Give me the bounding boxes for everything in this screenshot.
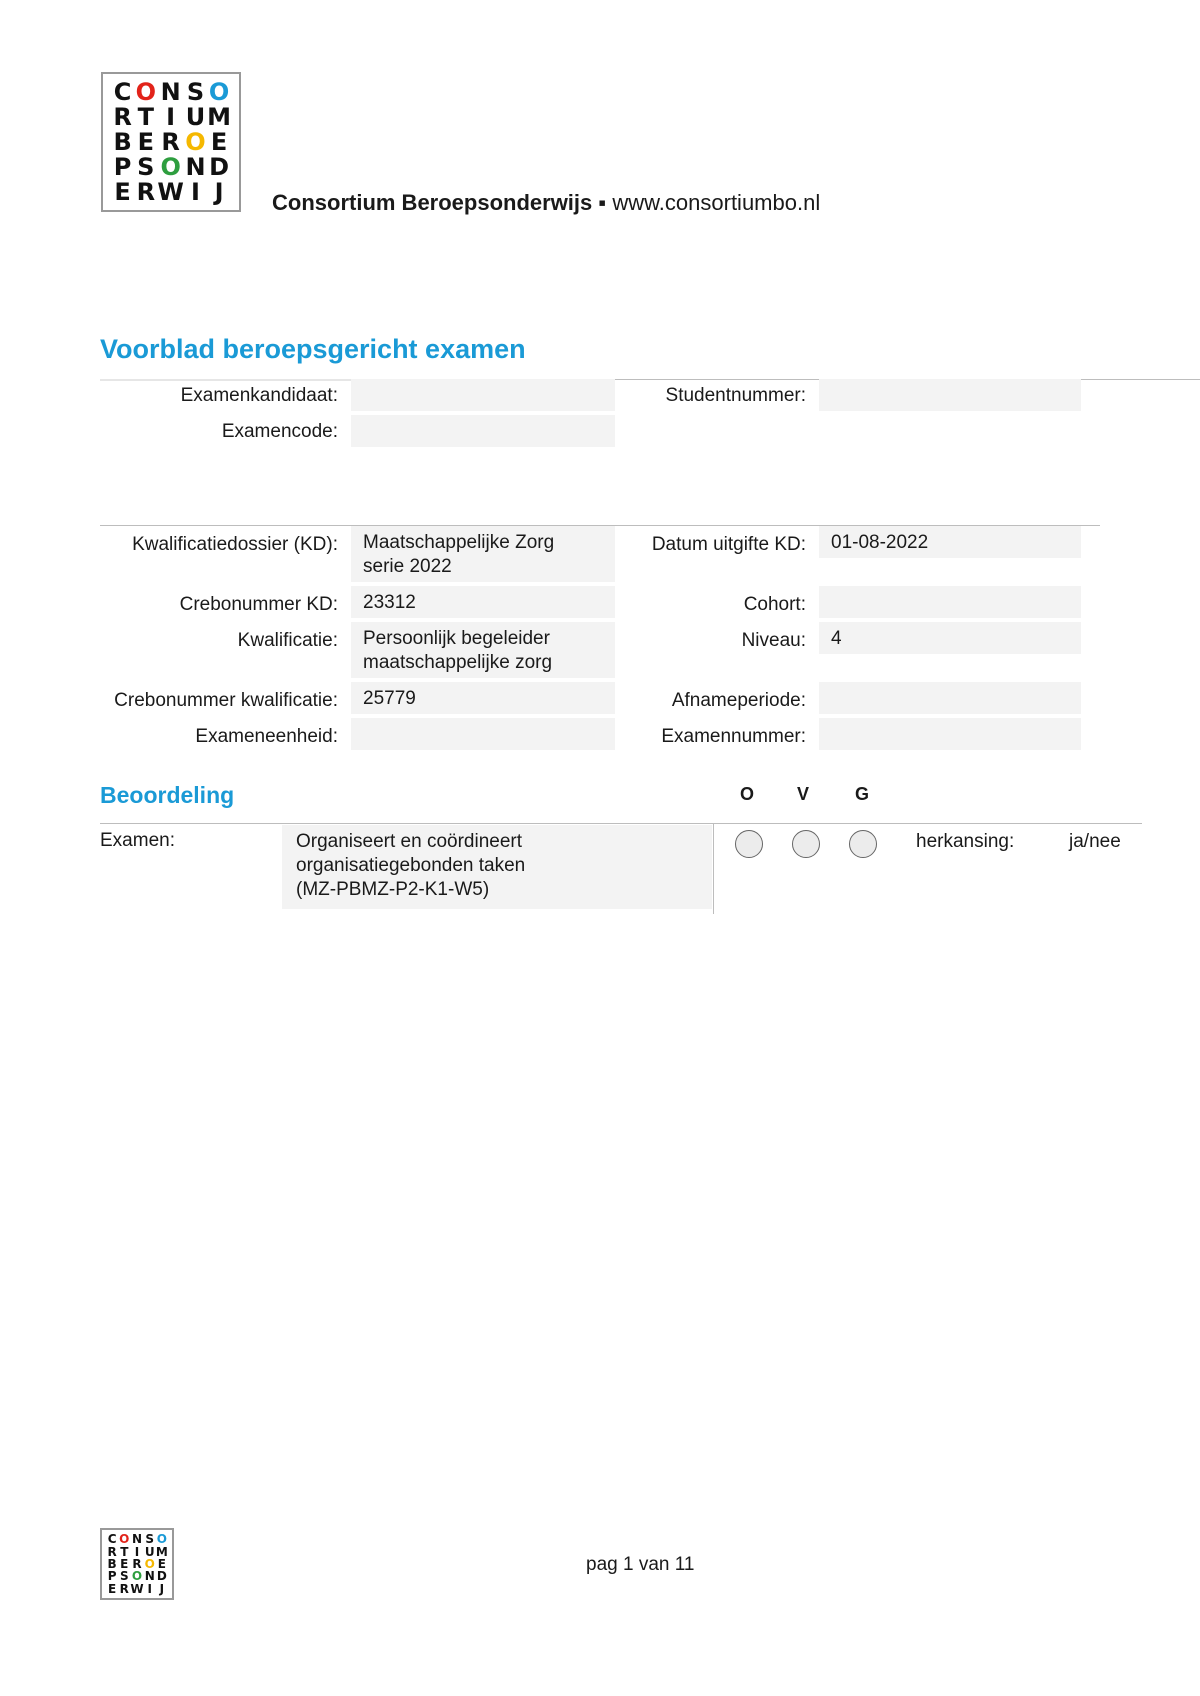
logo-letter: J	[159, 1581, 165, 1596]
kwalificatiedossier-line: Maatschappelijke Zorg	[363, 532, 555, 553]
logo-letter: T	[120, 1544, 129, 1559]
logo-letter: O	[156, 1532, 167, 1547]
radio-onvoldoende[interactable]	[735, 830, 763, 858]
examen-line: Organiseert en coördineert	[296, 831, 523, 852]
crebonummer-kd-field: 23312	[351, 586, 615, 618]
logo-letter: E	[210, 127, 228, 156]
exameneenheid-label: Exameneenheid:	[195, 726, 338, 747]
divider	[713, 824, 714, 914]
examenkandidaat-label: Examenkandidaat:	[180, 385, 338, 406]
column-o: O	[740, 784, 755, 804]
logo-letter: I	[134, 1544, 140, 1559]
logo-letter: N	[185, 152, 206, 181]
kwalificatie-line: Persoonlijk begeleider	[363, 628, 550, 649]
logo-letter: S	[137, 152, 155, 181]
logo-letter: C	[113, 78, 132, 107]
datum-uitgifte-field: 01-08-2022	[819, 526, 1081, 558]
logo	[101, 72, 241, 212]
divider	[100, 823, 1142, 824]
examennummer-field[interactable]	[819, 718, 1081, 750]
footer-logo	[100, 1528, 174, 1600]
radio-goed[interactable]	[849, 830, 877, 858]
studentnummer-field[interactable]	[819, 379, 1081, 411]
logo-letter: B	[113, 127, 132, 156]
logo-letter: P	[107, 1569, 117, 1584]
website-link[interactable]: www.consortiumbo.nl	[612, 190, 821, 215]
logo-letter: E	[120, 1556, 129, 1571]
column-v: V	[797, 784, 810, 804]
logo-letter: O	[131, 1569, 143, 1584]
logo-letter: W	[157, 177, 184, 206]
logo-letter: M	[207, 103, 231, 132]
logo-letter: R	[113, 103, 132, 132]
logo-letter: I	[166, 103, 176, 132]
datum-uitgifte-label: Datum uitgifte KD:	[651, 534, 806, 555]
exameneenheid-field[interactable]	[351, 718, 615, 750]
beoordeling-title: Beoordeling	[100, 782, 235, 808]
logo-letter: P	[113, 152, 132, 181]
logo-letter: R	[107, 1544, 117, 1559]
logo-letter: E	[107, 1581, 117, 1596]
logo-letter: O	[160, 152, 181, 181]
logo-letter: O	[185, 127, 206, 156]
cohort-label: Cohort:	[743, 594, 806, 615]
logo-letter: E	[114, 177, 131, 206]
logo-letter: C	[107, 1532, 117, 1547]
examenkandidaat-field[interactable]	[351, 379, 615, 411]
logo-letter: I	[147, 1581, 152, 1596]
niveau-label: Niveau:	[741, 630, 806, 651]
logo-letter: O	[135, 78, 156, 107]
logo-letter: N	[160, 78, 181, 107]
logo-letter: U	[144, 1544, 155, 1559]
logo-letter: O	[144, 1556, 155, 1571]
kwalificatie-label: Kwalificatie:	[237, 630, 338, 651]
logo-letter: R	[161, 127, 180, 156]
column-g: G	[855, 784, 870, 804]
crebonummer-kwalificatie-field: 25779	[351, 682, 615, 714]
logo-letter: S	[145, 1532, 155, 1547]
logo-letter: M	[155, 1544, 168, 1559]
logo-letter: S	[186, 78, 205, 107]
crebonummer-kd-label: Crebonummer KD:	[179, 594, 338, 615]
logo-grid	[111, 80, 231, 204]
logo-letter: D	[209, 152, 230, 181]
crebonummer-kwalificatie-label: Crebonummer kwalificatie:	[114, 690, 338, 711]
examen-label: Examen:	[100, 830, 175, 851]
examen-description	[282, 825, 712, 909]
logo-letter: O	[208, 78, 230, 107]
examen-line: (MZ-PBMZ-P2-K1-W5)	[296, 879, 490, 900]
logo-grid	[106, 1533, 168, 1595]
logo-letter: O	[119, 1532, 130, 1547]
header	[272, 190, 820, 216]
afnameperiode-field[interactable]	[819, 682, 1081, 714]
logo-letter: I	[191, 177, 200, 206]
logo-letter: B	[107, 1556, 117, 1571]
logo-letter: R	[136, 177, 156, 206]
logo-letter: D	[156, 1569, 167, 1584]
examencode-label: Examencode:	[221, 421, 338, 442]
afnameperiode-label: Afnameperiode:	[671, 690, 806, 711]
logo-letter: T	[137, 103, 154, 132]
page-title: Voorblad beroepsgericht examen	[100, 334, 526, 364]
logo-letter: U	[185, 103, 206, 132]
logo-letter: R	[119, 1581, 129, 1596]
kwalificatiedossier-field	[351, 526, 615, 582]
logo-letter: S	[119, 1569, 129, 1584]
kwalificatiedossier-line: serie 2022	[363, 556, 452, 577]
org-name: Consortium Beroepsonderwijs	[272, 190, 593, 215]
logo-letter: N	[144, 1569, 155, 1584]
kwalificatiedossier-label: Kwalificatiedossier (KD):	[132, 534, 338, 555]
logo-letter: W	[130, 1581, 144, 1596]
logo-letter: E	[137, 127, 154, 156]
radio-voldoende[interactable]	[792, 830, 820, 858]
studentnummer-label: Studentnummer:	[665, 385, 806, 406]
examencode-field[interactable]	[351, 415, 615, 447]
examen-line: organisatiegebonden taken	[296, 855, 526, 876]
logo-letter: R	[132, 1556, 142, 1571]
kwalificatie-field	[351, 622, 615, 678]
header-separator: ▪	[598, 190, 607, 215]
herkansing-value[interactable]: ja/nee	[1069, 831, 1121, 852]
examennummer-label: Examennummer:	[661, 726, 806, 747]
kwalificatie-line: maatschappelijke zorg	[363, 652, 553, 673]
niveau-field: 4	[819, 622, 1081, 654]
page-number: pag 1 van 11	[586, 1554, 695, 1575]
herkansing-label: herkansing:	[916, 831, 1015, 852]
logo-letter: N	[131, 1532, 143, 1547]
logo-letter: J	[214, 177, 224, 206]
cohort-field[interactable]	[819, 586, 1081, 618]
logo-letter: E	[157, 1556, 166, 1571]
